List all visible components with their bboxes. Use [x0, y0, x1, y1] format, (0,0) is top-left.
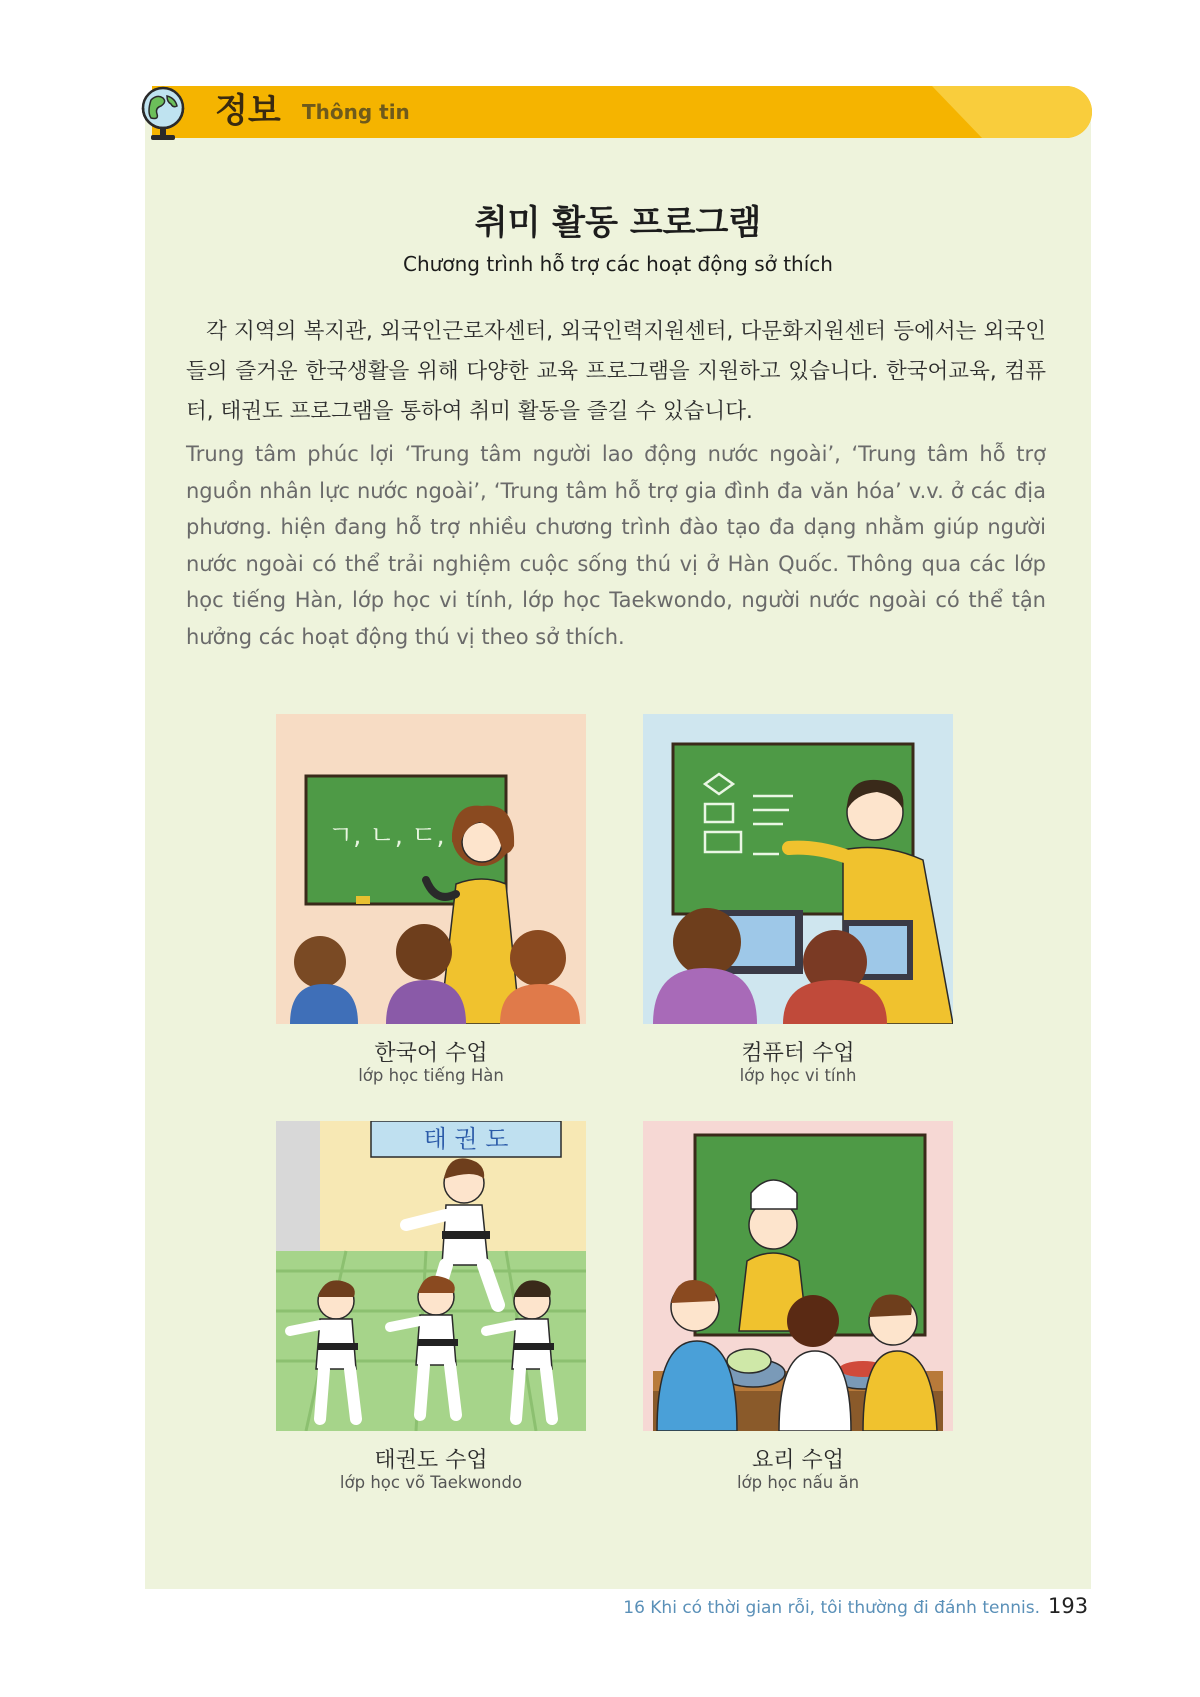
taekwondo-class-illustration [276, 1121, 586, 1431]
card-computer-class [643, 714, 953, 1094]
section-header-bar [152, 86, 1092, 138]
card-label-vietnamese: lớp học võ Taekwondo [339, 1473, 523, 1492]
card-label-korean: 요리 수업 [751, 1448, 844, 1473]
globe-icon [137, 84, 189, 144]
article-title: 취미 활동 프로그램 [474, 203, 762, 243]
card-label-korean: 태권도 수업 [374, 1448, 488, 1473]
computer-class-illustration [643, 714, 953, 1024]
card-label-vietnamese: lớp học tiếng Hàn [358, 1066, 504, 1085]
card-korean-class [276, 714, 586, 1094]
card-label-korean: 컴퓨터 수업 [741, 1041, 855, 1066]
paragraph-korean: 각 지역의 복지관, 외국인근로자센터, 외국인력지원센터, 다문화지원센터 등에서는 외국인들의 즐거운 한국생활을 위해 다양한 교육 프로그램을 지원하고 있습니다. 한국어교육, 컴퓨터, 태권도 프로그램을 통하여 취미 활동을 즐길 수 있습니다. [186, 319, 1046, 424]
card-cooking-class [643, 1121, 953, 1501]
cooking-class-illustration [643, 1121, 953, 1431]
card-label-vietnamese: lớp học vi tính [739, 1066, 857, 1085]
article-subtitle: Chương trình hỗ trợ các hoạt động sở thích [403, 252, 833, 276]
footer-chapter-title: 16 Khi có thời gian rỗi, tôi thường đi đánh tennis. [623, 1598, 1040, 1618]
banner-text: 태 권 도 [423, 1125, 509, 1153]
korean-class-illustration [276, 714, 586, 1024]
section-title: 정보 [215, 91, 281, 131]
paragraph-vietnamese: Trung tâm phúc lợi ‘Trung tâm người lao động nước ngoài’, ‘Trung tâm hỗ trợ nguồn nhân lực nước ngoài’, ‘Trung tâm hỗ trợ gia đình đa văn hóa’ v.v. ở các địa phương. hiện đang hỗ trợ nhiều chương trình đào tạo đa dạng nhằm giúp người nước ngoài có thể trải nghiệm cuộc sống thú vị ở Hàn Quốc. Thông qua các lớp học tiếng Hàn, lớp học vi tính, lớp học Taekwondo, người nước ngoài có thể tận hưởng các hoạt động thú vị theo sở thích. [186, 442, 1046, 649]
page-number: 193 [1048, 1594, 1089, 1618]
card-label-korean: 한국어 수업 [374, 1041, 488, 1066]
section-subtitle: Thông tin [302, 100, 410, 124]
card-taekwondo-class [276, 1121, 586, 1501]
header-stripe [892, 86, 1092, 138]
card-label-vietnamese: lớp học nấu ăn [736, 1473, 860, 1492]
chalkboard-text: ㄱ, ㄴ, ㄷ, [328, 821, 445, 851]
